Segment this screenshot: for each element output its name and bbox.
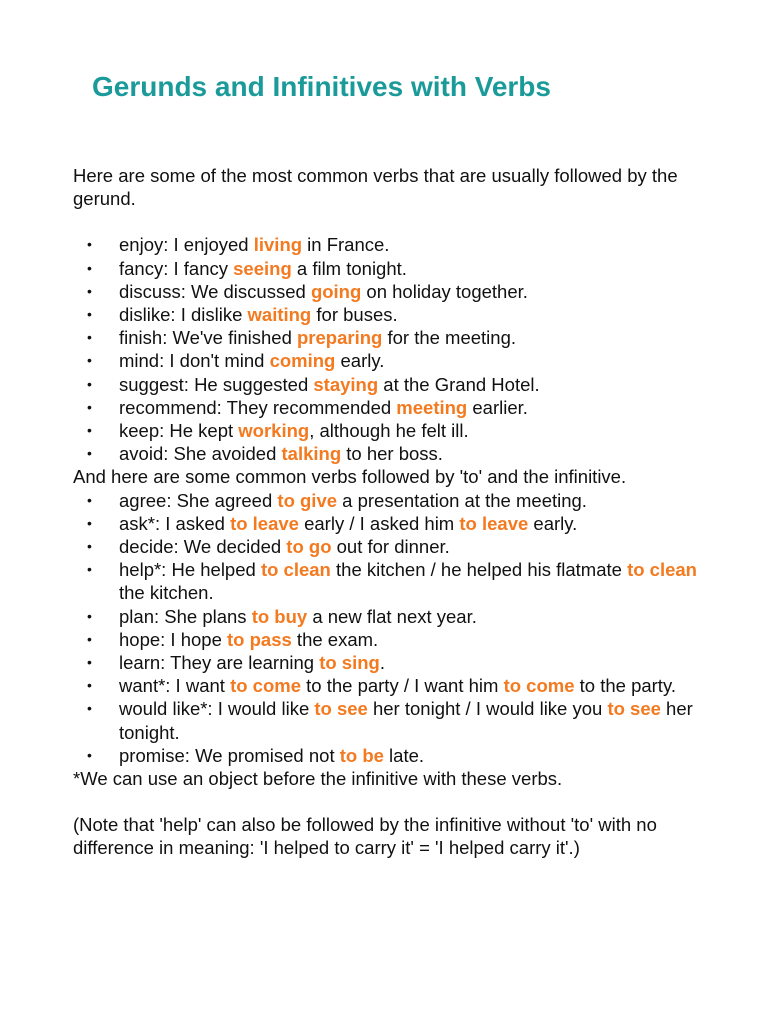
list-item: [73, 373, 703, 396]
list-item: [73, 233, 703, 256]
list-item-text: .: [379, 652, 385, 674]
bullet-icon: •: [87, 329, 92, 346]
list-item: [73, 396, 703, 419]
list-item-text: out for dinner.: [331, 536, 450, 558]
bullet-icon: •: [87, 514, 92, 531]
list-item-text: promise: We promised not: [119, 744, 340, 766]
highlighted-verb-form: to be: [339, 744, 384, 766]
highlighted-verb-form: coming: [269, 350, 336, 372]
list-item: [73, 303, 703, 326]
list-item-text: hope: I hope: [119, 628, 228, 650]
list-item: [73, 628, 703, 651]
highlighted-verb-form: seeing: [233, 257, 292, 279]
bullet-icon: •: [87, 306, 92, 323]
infinitive-verb-list: [73, 489, 703, 767]
highlighted-verb-form: waiting: [247, 304, 312, 326]
list-item-text: to the party / I want him: [301, 675, 504, 697]
list-item-text: for the meeting.: [382, 327, 517, 349]
list-item: [73, 535, 703, 558]
list-item-text: dislike: I dislike: [119, 304, 248, 326]
footnote: *We can use an object before the infinitive with these verbs.: [73, 768, 563, 790]
highlighted-verb-form: to give: [277, 489, 338, 511]
bullet-icon: •: [87, 398, 92, 415]
list-item-text: finish: We've finished: [119, 327, 297, 349]
list-item-text: learn: They are learning: [119, 652, 320, 674]
highlighted-verb-form: meeting: [396, 396, 468, 418]
list-item-text: fancy: I fancy: [119, 257, 234, 279]
bullet-icon: •: [87, 445, 92, 462]
bullet-icon: •: [87, 538, 92, 555]
document-body: [73, 164, 703, 860]
list-item: [73, 697, 703, 743]
bullet-icon: •: [87, 422, 92, 439]
highlighted-verb-form: to leave: [230, 512, 299, 534]
list-item-text: the exam.: [291, 628, 379, 650]
list-item-text: the kitchen / he helped his flatmate: [330, 559, 628, 581]
list-item: [73, 605, 703, 628]
list-item-text: decide: We decided: [119, 536, 287, 558]
list-item: [73, 489, 703, 512]
highlighted-verb-form: to clean: [627, 559, 697, 581]
list-item: [73, 651, 703, 674]
bullet-icon: •: [87, 561, 92, 578]
highlighted-verb-form: to sing: [319, 652, 380, 674]
highlighted-verb-form: to come: [230, 675, 301, 697]
list-item-text: earlier.: [467, 396, 528, 418]
list-item: [73, 349, 703, 372]
bullet-icon: •: [87, 491, 92, 508]
bullet-icon: •: [87, 282, 92, 299]
bullet-icon: •: [87, 236, 92, 253]
list-item-text: early.: [528, 512, 578, 534]
list-item-text: mind: I don't mind: [119, 350, 270, 372]
bullet-icon: •: [87, 654, 92, 671]
list-item-text: help*: He helped: [119, 559, 261, 581]
list-item: [73, 280, 703, 303]
list-item: [73, 512, 703, 535]
highlighted-verb-form: staying: [313, 373, 379, 395]
list-item-text: enjoy: I enjoyed: [119, 234, 254, 256]
highlighted-verb-form: going: [310, 280, 362, 302]
list-item-text: avoid: She avoided: [119, 443, 282, 465]
list-item-text: suggest: He suggested: [119, 373, 314, 395]
list-item-text: keep: He kept: [119, 420, 239, 442]
bullet-icon: •: [87, 630, 92, 647]
list-item-text: to her boss.: [341, 443, 443, 465]
list-item: [73, 257, 703, 280]
bullet-icon: •: [87, 700, 92, 717]
list-item-text: would like*: I would like: [119, 698, 315, 720]
bullet-icon: •: [87, 746, 92, 763]
page-title: Gerunds and Infinitives with Verbs: [92, 71, 551, 102]
bullet-icon: •: [87, 259, 92, 276]
list-item-text: early / I asked him: [298, 512, 460, 534]
highlighted-verb-form: to see: [607, 698, 661, 720]
intro-paragraph: Here are some of the most common verbs that are usually followed by the gerund.: [73, 165, 678, 210]
gerund-verb-list: [73, 233, 703, 465]
list-item: [73, 674, 703, 697]
list-item-text: discuss: We discussed: [119, 280, 311, 302]
bullet-icon: •: [87, 352, 92, 369]
list-item-text: in France.: [302, 234, 390, 256]
list-item-text: want*: I want: [119, 675, 231, 697]
list-item-text: the kitchen.: [119, 582, 214, 604]
highlighted-verb-form: preparing: [297, 327, 383, 349]
list-item-text: for buses.: [311, 304, 398, 326]
list-item: [73, 558, 703, 604]
list-item: [73, 326, 703, 349]
list-item: [73, 419, 703, 442]
list-item-text: a film tonight.: [291, 257, 407, 279]
highlighted-verb-form: to pass: [227, 628, 292, 650]
bullet-icon: •: [87, 677, 92, 694]
list-item-text: recommend: They recommended: [119, 396, 397, 418]
highlighted-verb-form: to see: [314, 698, 368, 720]
list-item-text: on holiday together.: [361, 280, 528, 302]
list-item: [73, 744, 703, 767]
highlighted-verb-form: to come: [503, 675, 575, 697]
list-item-text: her tonight.: [119, 698, 693, 743]
list-item-text: , although he felt ill.: [309, 420, 469, 442]
infinitive-intro-paragraph: And here are some common verbs followed by 'to' and the infinitive.: [73, 466, 627, 488]
bullet-icon: •: [87, 607, 92, 624]
list-item-text: to the party.: [574, 675, 676, 697]
highlighted-verb-form: talking: [281, 443, 342, 465]
list-item-text: a new flat next year.: [307, 605, 477, 627]
list-item-text: ask*: I asked: [119, 512, 231, 534]
list-item: [73, 442, 703, 465]
highlighted-verb-form: to buy: [251, 605, 308, 627]
list-item-text: plan: She plans: [119, 605, 252, 627]
highlighted-verb-form: to leave: [459, 512, 529, 534]
highlighted-verb-form: living: [253, 234, 303, 256]
list-item-text: late.: [383, 744, 425, 766]
list-item-text: a presentation at the meeting.: [337, 489, 587, 511]
highlighted-verb-form: to clean: [260, 559, 331, 581]
list-item-text: agree: She agreed: [119, 489, 278, 511]
note-paragraph: (Note that 'help' can also be followed by the infinitive without 'to' with no difference in meaning: 'I helped to carry it' = 'I helped carry it'.): [73, 814, 657, 859]
highlighted-verb-form: to go: [286, 536, 332, 558]
list-item-text: at the Grand Hotel.: [378, 373, 540, 395]
bullet-icon: •: [87, 375, 92, 392]
list-item-text: her tonight / I would like you: [367, 698, 608, 720]
list-item-text: early.: [335, 350, 385, 372]
highlighted-verb-form: working: [238, 420, 310, 442]
